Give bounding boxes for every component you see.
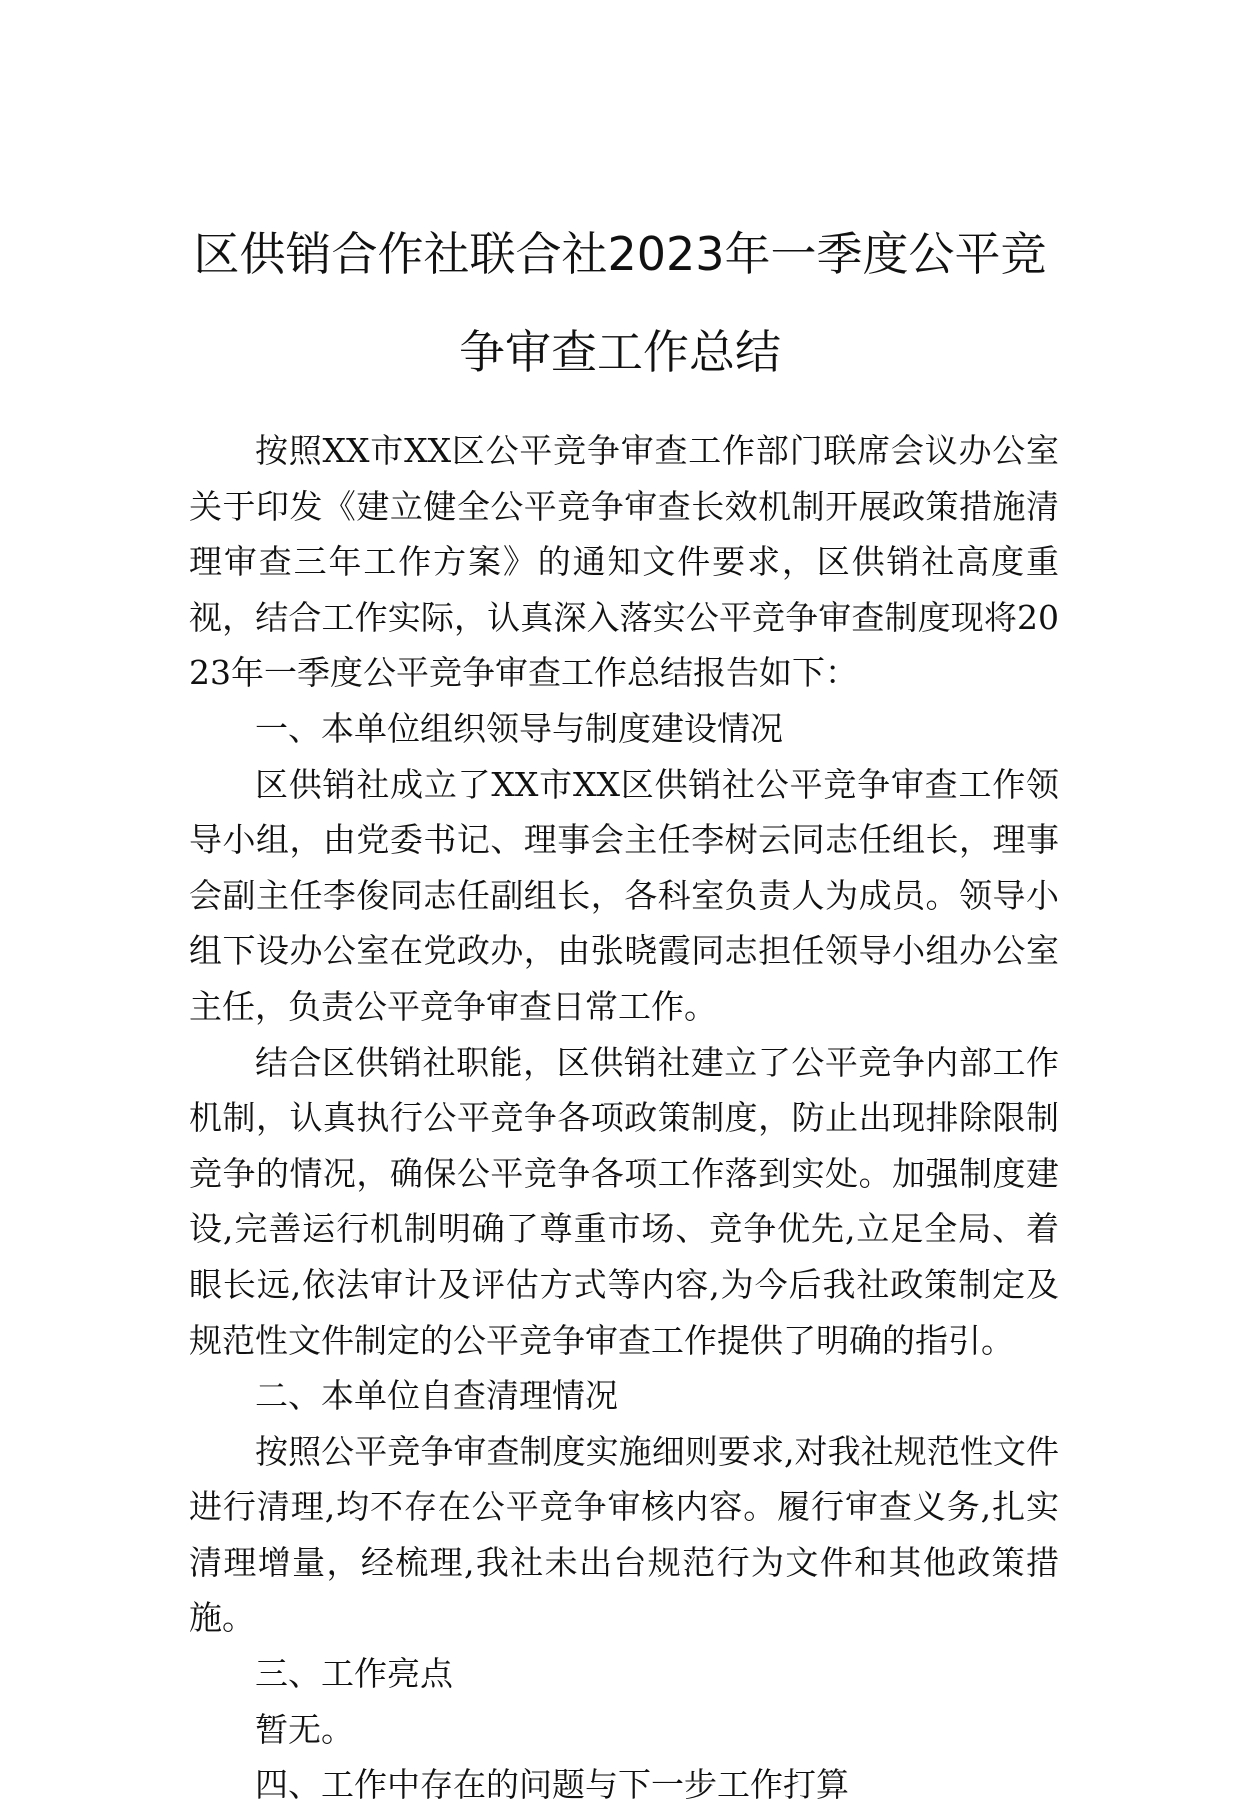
leadership-paragraph: 区供销社成立了XX市XX区供销社公平竞争审查工作领导小组，由党委书记、理事会主任李树云同志任组长，理事会副主任李俊同志任副组长，各科室负责人为成员。领导小组下设办公室在党政办，由张晓霞同志担任领导小组办公室主任，负责公平竞争审查日常工作。 [189, 764, 1059, 1026]
section-heading-4: 四、工作中存在的问题与下一步工作打算 [255, 1765, 849, 1805]
mechanism-paragraph: 结合区供销社职能，区供销社建立了公平竞争内部工作机制，认真执行公平竞争各项政策制度，防止出现排除限制竞争的情况，确保公平竞争各项工作落到实处。加强制度建设,完善运行机制明确了尊重市场、竞争优先,立足全局、着眼长远,依法审计及评估方式等内容,为今后我社政策制定及规范性文件制定的公平竞争审查工作提供了明确的指引。 [189, 1042, 1059, 1360]
self-check-paragraph: 按照公平竞争审查制度实施细则要求,对我社规范性文件进行清理,均不存在公平竞争审核内容。履行审查义务,扎实清理增量，经梳理,我社未出台规范行为文件和其他政策措施。 [189, 1431, 1059, 1638]
section-heading-3: 三、工作亮点 [255, 1654, 453, 1694]
title-line-1: 区供销合作社联合社2023年一季度公平竞 [193, 227, 1047, 281]
document-body [189, 423, 1059, 1813]
intro-paragraph: 按照XX市XX区公平竞争审查工作部门联席会议办公室关于印发《建立健全公平竞争审查长效机制开展政策措施清理审查三年工作方案》的通知文件要求，区供销社高度重视，结合工作实际，认真深入落实公平竞争审查制度现将2023年一季度公平竞争审查工作总结报告如下： [189, 431, 1059, 693]
document-title [190, 205, 1050, 401]
highlights-paragraph: 暂无。 [255, 1709, 354, 1749]
title-line-2: 争审查工作总结 [459, 325, 781, 379]
section-heading-2: 二、本单位自查清理情况 [255, 1376, 618, 1416]
section-heading-1: 一、本单位组织领导与制度建设情况 [255, 708, 783, 748]
